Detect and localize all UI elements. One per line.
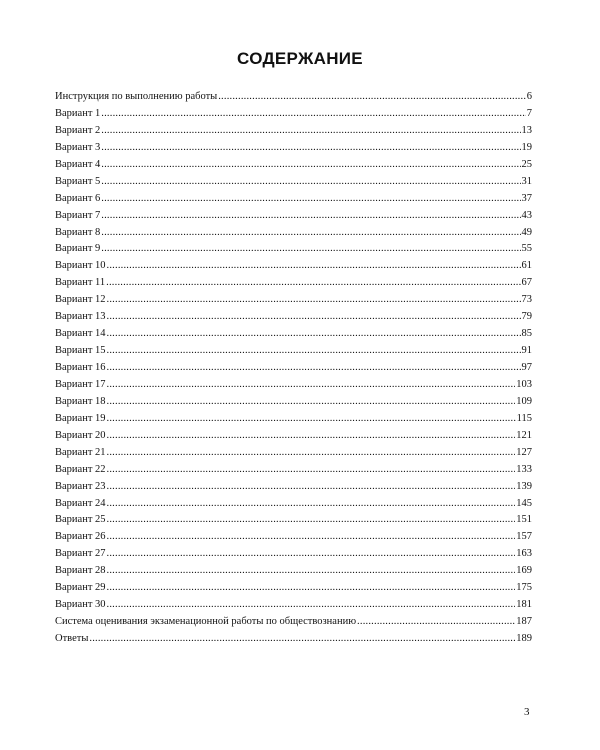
toc-dot-leader — [107, 428, 516, 445]
toc-entry — [55, 512, 532, 529]
toc-entry-label: Вариант 4 — [55, 158, 101, 170]
toc-entry-label: Вариант 11 — [55, 277, 106, 289]
toc-entry-page: 175 — [516, 582, 532, 594]
toc-entry — [55, 479, 532, 496]
toc-dot-leader — [107, 309, 521, 326]
toc-entry-label: Вариант 3 — [55, 141, 101, 153]
toc-entry — [55, 360, 532, 377]
toc-dot-leader — [107, 411, 516, 428]
toc-dot-leader — [107, 563, 516, 580]
toc-entry-page: 127 — [516, 446, 532, 458]
toc-entry — [55, 411, 532, 428]
toc-dot-leader — [107, 377, 516, 394]
toc-dot-leader — [101, 106, 525, 123]
toc-entry-page: 189 — [516, 633, 532, 644]
toc-entry — [55, 123, 532, 140]
toc-dot-leader — [106, 275, 520, 292]
toc-dot-leader — [101, 140, 520, 157]
toc-entry-page: 25 — [521, 158, 532, 170]
toc-entry-label: Вариант 25 — [55, 514, 106, 526]
toc-dot-leader — [89, 631, 515, 648]
toc-entry-page: 187 — [516, 616, 532, 628]
toc-entry-label: Вариант 23 — [55, 480, 106, 492]
toc-entry-page: 151 — [516, 514, 532, 526]
toc-dot-leader — [107, 394, 516, 411]
toc-entry-label: Вариант 9 — [55, 243, 101, 255]
toc-entry — [55, 496, 532, 513]
toc-entry — [55, 241, 532, 258]
toc-entry — [55, 546, 532, 563]
toc-entry-page: 115 — [516, 412, 532, 424]
toc-entry — [55, 529, 532, 546]
toc-entry-label: Вариант 1 — [55, 107, 101, 119]
toc-dot-leader — [107, 462, 516, 479]
toc-entry-label: Вариант 29 — [55, 582, 106, 594]
toc-entry-page: 139 — [516, 480, 532, 492]
toc-entry-page: 43 — [521, 209, 532, 221]
toc-entry-label: Вариант 12 — [55, 294, 106, 306]
toc-entry — [55, 445, 532, 462]
toc-entry-label: Вариант 13 — [55, 311, 106, 323]
toc-entry — [55, 462, 532, 479]
toc-dot-leader — [107, 529, 516, 546]
toc-entry — [55, 394, 532, 411]
page-number: 3 — [524, 706, 530, 718]
toc-entry-page: 103 — [516, 378, 532, 390]
toc-entry — [55, 292, 532, 309]
toc-entry — [55, 343, 532, 360]
toc-dot-leader — [101, 174, 520, 191]
toc-entry-page: 169 — [516, 565, 532, 577]
toc-entry-label: Вариант 2 — [55, 124, 101, 136]
toc-entry — [55, 597, 532, 614]
toc-dot-leader — [101, 208, 520, 225]
toc-entry — [55, 106, 532, 123]
toc-dot-leader — [101, 225, 520, 242]
toc-entry-page: 145 — [516, 497, 532, 509]
toc-dot-leader — [101, 191, 520, 208]
toc-entry — [55, 631, 532, 648]
toc-dot-leader — [107, 597, 516, 614]
table-of-contents — [55, 89, 532, 648]
toc-entry-page: 109 — [516, 395, 532, 407]
toc-entry — [55, 174, 532, 191]
toc-entry-label: Вариант 19 — [55, 412, 106, 424]
toc-entry — [55, 428, 532, 445]
toc-entry — [55, 326, 532, 343]
toc-dot-leader — [107, 258, 521, 275]
toc-entry-label: Вариант 17 — [55, 378, 106, 390]
toc-entry — [55, 157, 532, 174]
toc-entry-page: 37 — [521, 192, 532, 204]
toc-dot-leader — [107, 360, 521, 377]
toc-entry-label: Инструкция по выполнению работы — [55, 91, 218, 102]
toc-dot-leader — [107, 343, 521, 360]
toc-entry — [55, 191, 532, 208]
toc-entry-page: 67 — [521, 277, 532, 289]
toc-dot-leader — [357, 614, 515, 631]
toc-entry-page: 91 — [521, 345, 532, 357]
toc-entry-label: Вариант 24 — [55, 497, 106, 509]
toc-entry-label: Вариант 16 — [55, 362, 106, 373]
toc-entry-label: Вариант 15 — [55, 345, 106, 357]
toc-dot-leader — [107, 512, 516, 529]
toc-dot-leader — [107, 496, 516, 513]
toc-entry-label: Система оценивания экзаменационной работы по обществознанию — [55, 616, 357, 628]
toc-dot-leader — [107, 580, 516, 597]
toc-entry — [55, 563, 532, 580]
toc-entry-label: Вариант 8 — [55, 226, 101, 238]
toc-dot-leader — [107, 546, 516, 563]
toc-entry-page: 163 — [516, 548, 532, 560]
toc-entry-label: Вариант 21 — [55, 446, 106, 458]
toc-entry — [55, 580, 532, 597]
toc-entry-page: 157 — [516, 531, 532, 543]
toc-entry-page: 49 — [521, 226, 532, 238]
toc-entry-label: Вариант 10 — [55, 260, 106, 272]
toc-dot-leader — [101, 241, 520, 258]
toc-dot-leader — [107, 445, 516, 462]
toc-entry-page: 133 — [516, 463, 532, 475]
toc-entry — [55, 225, 532, 242]
toc-entry-label: Вариант 7 — [55, 209, 101, 221]
toc-entry-page: 97 — [521, 362, 532, 373]
toc-entry — [55, 89, 532, 106]
toc-entry-page: 6 — [526, 91, 532, 102]
toc-entry-label: Вариант 28 — [55, 565, 106, 577]
toc-entry-label: Вариант 5 — [55, 175, 101, 187]
toc-entry — [55, 377, 532, 394]
toc-dot-leader — [107, 292, 521, 309]
toc-dot-leader — [218, 89, 526, 106]
toc-entry-label: Ответы — [55, 633, 89, 644]
toc-entry — [55, 614, 532, 631]
toc-entry-page: 85 — [521, 328, 532, 340]
toc-entry-label: Вариант 20 — [55, 429, 106, 441]
toc-entry-page: 31 — [521, 175, 532, 187]
toc-entry-page: 121 — [516, 429, 532, 441]
toc-entry-page: 61 — [521, 260, 532, 272]
toc-entry-label: Вариант 27 — [55, 548, 106, 560]
toc-entry-label: Вариант 6 — [55, 192, 101, 204]
toc-entry-page: 19 — [521, 141, 532, 153]
toc-entry-page: 13 — [521, 124, 532, 136]
toc-entry-page: 79 — [521, 311, 532, 323]
toc-dot-leader — [101, 157, 520, 174]
page-title: СОДЕРЖАНИЕ — [237, 49, 363, 69]
toc-dot-leader — [107, 479, 516, 496]
toc-entry-page: 181 — [516, 599, 532, 611]
toc-entry-label: Вариант 30 — [55, 599, 106, 611]
toc-entry-label: Вариант 22 — [55, 463, 106, 475]
toc-entry — [55, 275, 532, 292]
toc-dot-leader — [101, 123, 520, 140]
toc-entry-label: Вариант 14 — [55, 328, 106, 340]
toc-entry-label: Вариант 18 — [55, 395, 106, 407]
toc-entry — [55, 208, 532, 225]
toc-dot-leader — [107, 326, 521, 343]
toc-entry — [55, 309, 532, 326]
toc-entry-page: 55 — [521, 243, 532, 255]
toc-entry-label: Вариант 26 — [55, 531, 106, 543]
toc-entry-page: 7 — [526, 107, 532, 119]
toc-entry-page: 73 — [521, 294, 532, 306]
toc-entry — [55, 258, 532, 275]
toc-entry — [55, 140, 532, 157]
